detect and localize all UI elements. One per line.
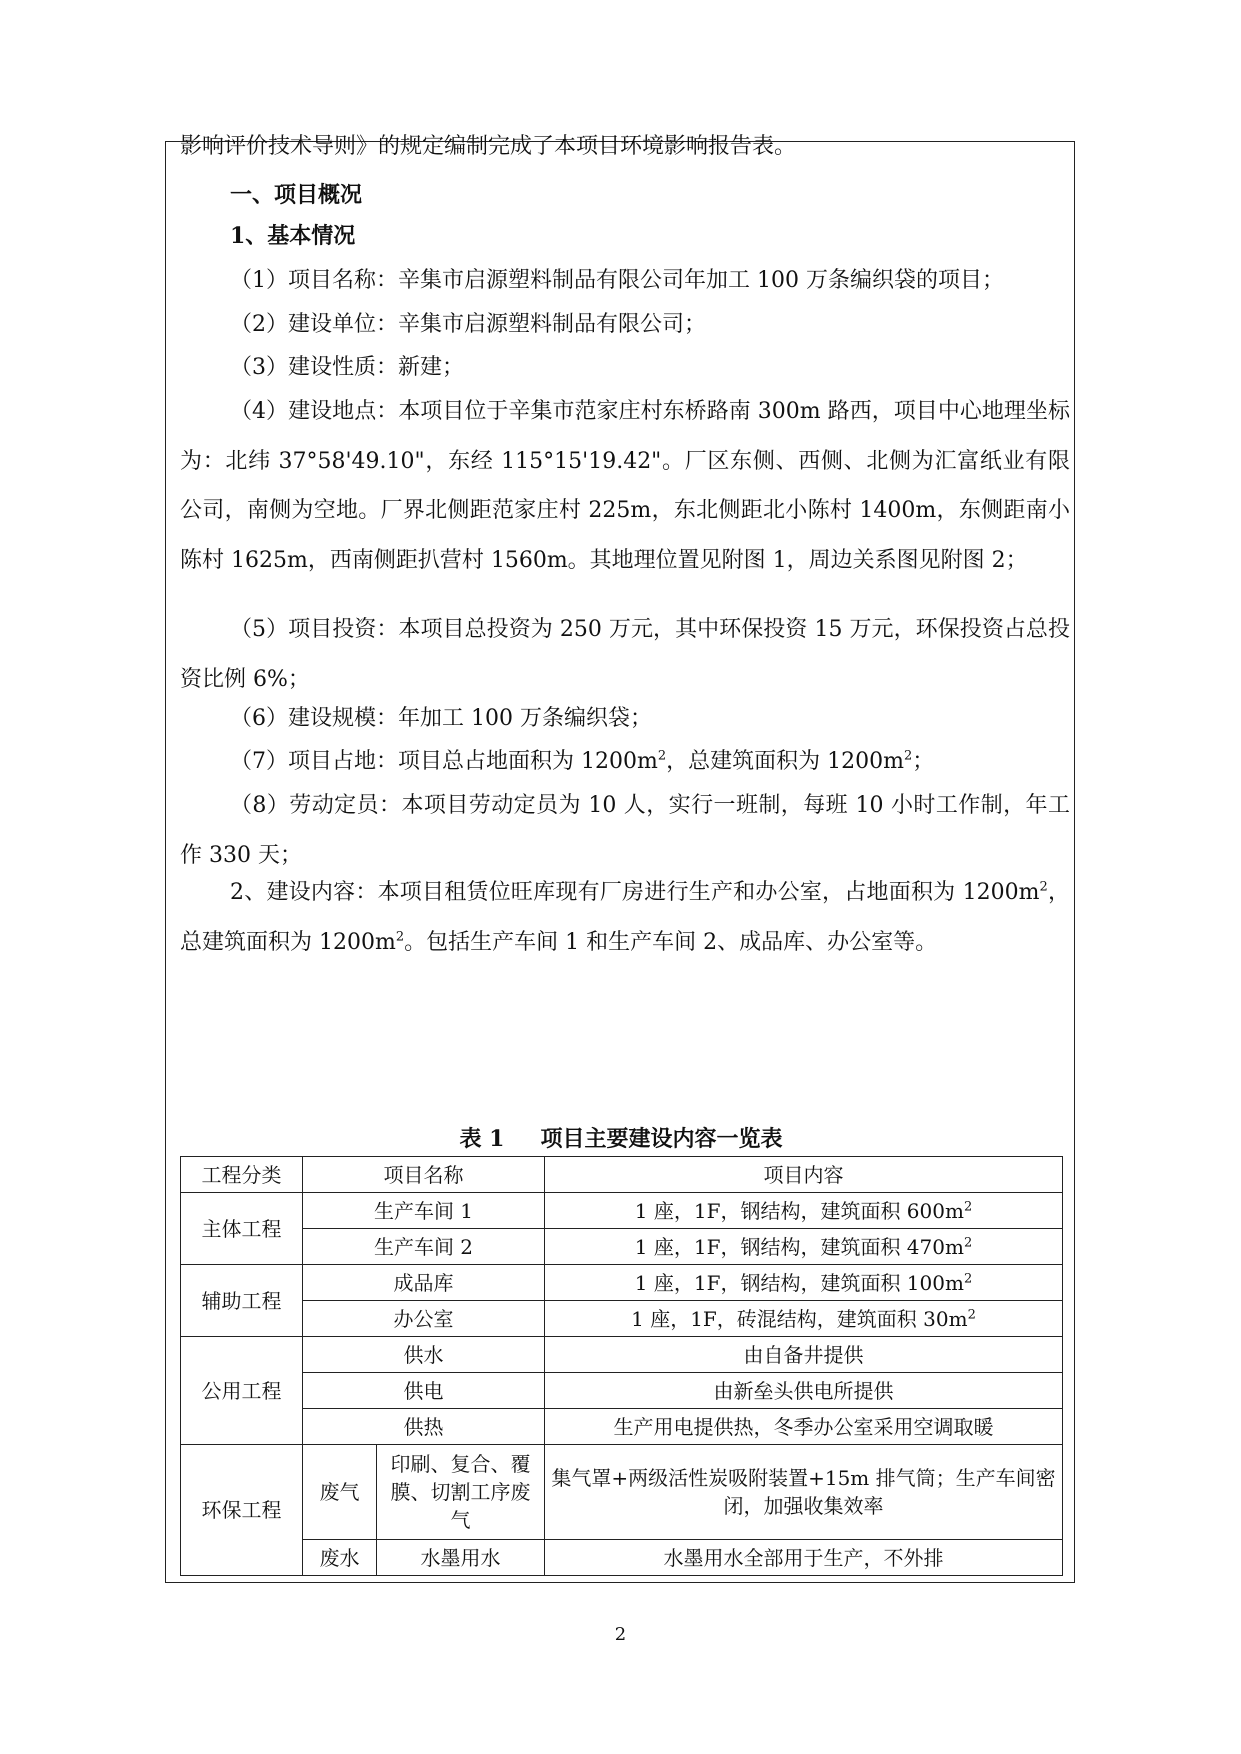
item-project-name: （1）项目名称：辛集市启源塑料制品有限公司年加工 100 万条编织袋的项目； <box>230 268 1004 293</box>
page-number: 2 <box>614 1624 627 1645</box>
header-category: 工程分类 <box>181 1157 303 1193</box>
table-row <box>181 1409 1063 1445</box>
item-land-use: （7）项目占地：项目总占地面积为 $1200m^2$，总建筑面积为 $1200m^2$； <box>230 748 935 774</box>
item-name: 水墨用水 <box>377 1540 545 1576</box>
category-auxiliary: 辅助工程 <box>181 1265 303 1337</box>
item-name: 办公室 <box>303 1301 545 1337</box>
table-row <box>181 1445 1063 1540</box>
item-content: 1 座，1F，钢结构，建筑面积 $100m^2$ <box>545 1265 1063 1301</box>
item-name: 印刷、复合、覆膜、切割工序废气 <box>377 1445 545 1540</box>
item-name: 生产车间 1 <box>303 1193 545 1229</box>
category-public: 公用工程 <box>181 1337 303 1445</box>
item-content: 生产用电提供热，冬季办公室采用空调取暖 <box>545 1409 1063 1445</box>
item-name: 供热 <box>303 1409 545 1445</box>
table-header-row <box>181 1157 1063 1193</box>
table-row <box>181 1540 1063 1576</box>
item-name: 生产车间 2 <box>303 1229 545 1265</box>
item-scale: （6）建设规模：年加工 100 万条编织袋； <box>230 706 652 731</box>
item-name: 供水 <box>303 1337 545 1373</box>
item-location: （4）建设地点：本项目位于辛集市范家庄村东桥路南 300m 路西，项目中心地理坐标为：北纬 37°58'49.10"，东经 115°15'19.42"。厂区东侧、西侧、北侧为汇富纸业有限公司，南侧为空地。厂界北侧距范家庄村 225m，东北侧距北小陈村 1400m，东侧距南小陈村 1625m，西南侧距扒营村 1560m。其地理位置见附图 1，周边关系图见附图 2； <box>180 399 1070 573</box>
item-content: 1 座，1F，钢结构，建筑面积 $470m^2$ <box>545 1229 1063 1265</box>
table-row <box>181 1337 1063 1373</box>
item-content: 由自备井提供 <box>545 1337 1063 1373</box>
item-staffing: （8）劳动定员：本项目劳动定员为 10 人，实行一班制，每班 10 小时工作制，年工作 330 天； <box>180 793 1070 868</box>
sub-category-gas: 废气 <box>303 1445 377 1540</box>
paragraph-construction-content: 2、建设内容：本项目租赁位旺库现有厂房进行生产和办公室，占地面积为 $1200m^2$，总建筑面积为 $1200m^2$。包括生产车间 1 和生产车间 2、成品库、办公室等。 <box>180 879 1070 955</box>
subsection-heading-basic: 1、基本情况 <box>230 223 356 249</box>
item-content: 1 座，1F，砖混结构，建筑面积 $30m^2$ <box>545 1301 1063 1337</box>
item-construction-nature: （3）建设性质：新建； <box>230 355 464 380</box>
item-content: 1 座，1F，钢结构，建筑面积 $600m^2$ <box>545 1193 1063 1229</box>
sub-category-water: 废水 <box>303 1540 377 1576</box>
item-name: 成品库 <box>303 1265 545 1301</box>
paragraph-intro-tail: 影响评价技术导则》的规定编制完成了本项目环境影响报告表。 <box>180 134 797 159</box>
header-item-content: 项目内容 <box>545 1157 1063 1193</box>
category-environmental: 环保工程 <box>181 1445 303 1576</box>
section-heading-overview: 一、项目概况 <box>230 182 363 208</box>
item-content: 由新垒头供电所提供 <box>545 1373 1063 1409</box>
table-row <box>181 1373 1063 1409</box>
table-caption: 表 1 项目主要建设内容一览表 <box>459 1126 783 1152</box>
item-investment: （5）项目投资：本项目总投资为 250 万元，其中环保投资 15 万元，环保投资占总投资比例 6%； <box>180 617 1070 692</box>
item-name: 供电 <box>303 1373 545 1409</box>
item-content: 集气罩+两级活性炭吸附装置+15m 排气筒；生产车间密闭，加强收集效率 <box>545 1445 1063 1540</box>
table-row <box>181 1265 1063 1301</box>
table-row <box>181 1229 1063 1265</box>
category-main: 主体工程 <box>181 1193 303 1265</box>
table-row <box>181 1301 1063 1337</box>
item-content: 水墨用水全部用于生产，不外排 <box>545 1540 1063 1576</box>
header-item-name: 项目名称 <box>303 1157 545 1193</box>
construction-content-table <box>180 1156 1063 1576</box>
table-row <box>181 1193 1063 1229</box>
item-construction-unit: （2）建设单位：辛集市启源塑料制品有限公司； <box>230 312 706 337</box>
